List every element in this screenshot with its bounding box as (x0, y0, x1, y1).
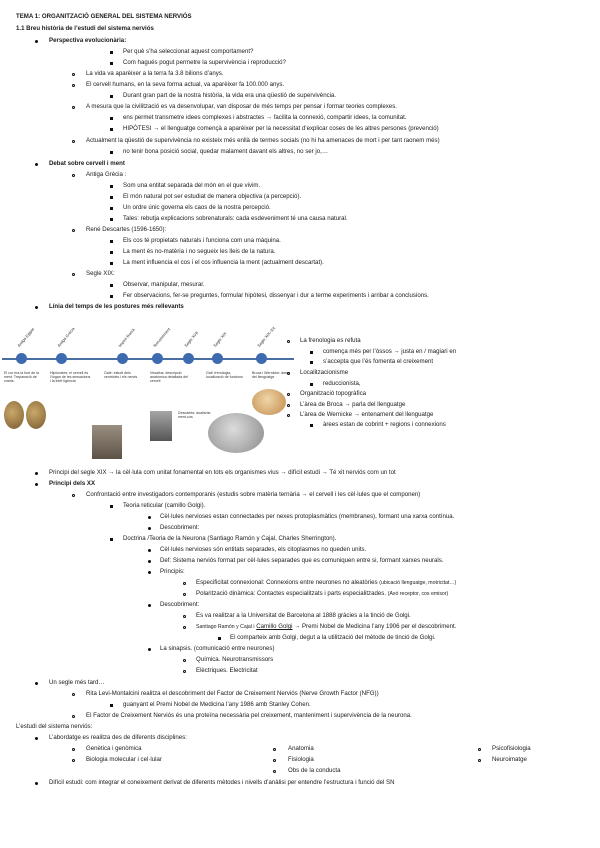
bullet-square-icon (110, 704, 113, 707)
portrait-image (150, 411, 172, 441)
timeline-marker (16, 353, 27, 364)
timeline-marker (152, 353, 163, 364)
bullet-disc-icon (35, 472, 38, 475)
doctrina-dn2: Def: Sistema nerviós format per cèl·lules separades que es comuniquen entre si, formant xarxes neurals. (160, 557, 444, 564)
discipline-item: Biologia molecular i cel·lular (86, 756, 162, 763)
estudi-title: L’estudi del sistema nerviós: (16, 723, 93, 730)
bullet-circle-icon (72, 174, 75, 177)
sinapsi-heading: La sinapsis. (comunicació entre neurones) (160, 645, 275, 652)
discipline-item: Obs de la conducta (288, 767, 341, 774)
bullet-square-icon (110, 117, 113, 120)
segle-title: Un segle més tard… (49, 679, 105, 686)
bullet-disc-icon (35, 682, 38, 685)
perspectiva-title: Perspectiva evolucionària: (49, 37, 127, 44)
estudi-intro: L’abordatge es realitza des de diferents disciplines: (49, 734, 187, 741)
bullet-disc-icon (35, 306, 38, 309)
bullet-disc-icon (148, 604, 151, 607)
descobriment-heading: Descobriment: (160, 601, 200, 608)
timeline-label: Imperi Romà (117, 327, 136, 348)
bullet-disc-icon (35, 782, 38, 785)
timeline-caption: Hipòcrates: el cervell és l’òrgan de les sensacions i la intel·ligència (50, 371, 91, 384)
note-topografica: Organització topogràfica (300, 390, 367, 397)
reticular-r1: Cèl·lules nervioses estan connectades per nexes protoplasmàtics (membranes), formant una xarxa contínua. (160, 513, 455, 520)
bullet-circle-icon (287, 414, 290, 417)
perspectiva-q1: Per què s’ha seleccionat aquest comportament? (123, 48, 254, 55)
confrontacio: Confrontació entre investigadors contemporanis (estudis sobre matèria ternària → el cervell i les cèl·lules que el componen) (86, 491, 421, 498)
bullet-square-icon (110, 284, 113, 287)
bullet-disc-icon (148, 571, 151, 574)
debat-grecia: Antiga Grècia : (86, 171, 127, 178)
bullet-square-icon (110, 95, 113, 98)
bullet-circle-icon (183, 626, 186, 629)
timeline-label: Renaixement (152, 326, 172, 348)
bullet-square-icon (310, 361, 313, 364)
bullet-square-icon (310, 424, 313, 427)
perspectiva-q2: Com hagués pogut permetre la supervivència i reproducció? (123, 59, 286, 66)
sinapsi-quimica: Química. Neurotransmissors (196, 656, 274, 663)
timeline-marker (256, 353, 267, 364)
bullet-square-icon (110, 196, 113, 199)
bullet-circle-icon (72, 229, 75, 232)
discipline-item: Neuroimatge (492, 756, 527, 763)
note-broca: L’àrea de Broca → parla del llenguatge (300, 401, 406, 408)
timeline-label: Segle XIX–XX (256, 325, 277, 348)
bullet-circle-icon (72, 273, 75, 276)
note-localitzacionisme: Localitzacionisme (300, 369, 349, 376)
doctrina-neurona: Doctrina /Teoria de la Neurona (Santiago Ramón y Cajal, Charles Sherrington). (123, 535, 337, 542)
bullet-square-icon (110, 185, 113, 188)
bullet-square-icon (110, 151, 113, 154)
bullet-square-icon (110, 251, 113, 254)
bullet-square-icon (110, 295, 113, 298)
timeline-figure (0, 313, 300, 463)
bullet-disc-icon (35, 483, 38, 486)
discipline-item: Genètica i genòmica (86, 745, 142, 752)
bullet-square-icon (110, 538, 113, 541)
note-arees: àrees estan de cobrint + regions i connexions (323, 421, 446, 428)
timeline-label: Antiga Egipte (16, 326, 36, 348)
timeline-marker (56, 353, 67, 364)
bullet-circle-icon (183, 615, 186, 618)
timeline-caption: El cor era la font de la ment. Trepanació de cranis. (4, 371, 39, 384)
timeline-caption: Galè: estudi dels ventricles i els nervis (104, 371, 138, 380)
perspectiva-ens: ens permet transmetre idees complexes i abstractes → facilita la connexió, compartir idees, la comunitat. (123, 114, 407, 121)
timeline-label: Segle XVII (183, 330, 200, 348)
bullet-circle-icon (287, 404, 290, 407)
bullet-disc-icon (35, 163, 38, 166)
bullet-circle-icon (183, 593, 186, 596)
timeline-caption: Gall: frenologia, localització de funcions (206, 371, 243, 380)
bullet-square-icon (310, 351, 313, 354)
bullet-square-icon (110, 262, 113, 265)
bullet-circle-icon (72, 748, 75, 751)
timeline-label: Segle XIX (212, 331, 228, 348)
bullet-circle-icon (72, 106, 75, 109)
principis-heading: Principis: (160, 568, 185, 575)
bullet-circle-icon (287, 340, 290, 343)
bullet-square-icon (310, 383, 313, 386)
bullet-square-icon (110, 51, 113, 54)
bullet-disc-icon (148, 549, 151, 552)
bullet-circle-icon (287, 393, 290, 396)
timeline-title: Línia del temps de les postures més rellevants (49, 303, 184, 310)
debat-g3: Un ordre únic governa els caos de la nostra percepció. (123, 204, 271, 211)
debat-xix: Segle XIX: (86, 270, 115, 277)
perspectiva-durant: Durant gran part de la nostra història, la vida era una qüestió de supervivència. (123, 92, 337, 99)
brain-image (252, 389, 286, 415)
note-wernicke: L’àrea de Wernicke → entenament del llenguatge (300, 411, 434, 418)
perspectiva-hipotesi: HIPÒTESI → el llenguatge començà a aparèixer per la necessitat d’explicar coses de les altres persones (prevenció) (123, 125, 439, 132)
timeline-marker (212, 353, 223, 364)
sinapsi-electrica: Elèctriques. Electricitat (196, 667, 258, 674)
perspectiva-mesura: A mesura que la civilització es va desenvolupar, van disposar de més temps per pensar i formar teories complexes. (86, 103, 397, 110)
section-heading: 1.1 Breu història de l’estudi del sistema nerviós (16, 25, 154, 32)
bullet-disc-icon (148, 560, 151, 563)
bullet-circle-icon (273, 748, 276, 751)
debat-descartes: René Descartes (1596-1650): (86, 226, 167, 233)
bullet-circle-icon (72, 140, 75, 143)
bullet-square-icon (110, 505, 113, 508)
debat-g2: El món natural pot ser estudiat de manera objectiva (a percepció). (123, 193, 302, 200)
bullet-circle-icon (72, 73, 75, 76)
bullet-circle-icon (183, 670, 186, 673)
bullet-circle-icon (478, 748, 481, 751)
bullet-circle-icon (478, 759, 481, 762)
bullet-circle-icon (72, 84, 75, 87)
timeline-caption: Vesalius: descripció anatòmica detallada del cervell (150, 371, 188, 384)
segle-premi: guanyant el Premi Nobel de Medicina l’any 1986 amb Stanley Cohen. (123, 701, 311, 708)
bullet-circle-icon (183, 659, 186, 662)
segle-factor: El Factor de Creixement Nerviós és una proteïna necessària pel creixement, manteniment i supervivència de la neurona. (86, 712, 412, 719)
bullet-disc-icon (148, 527, 151, 530)
principi-polaritzacio: Polarització dinàmica: Contactes especialitzats i parts especialitzades. (Axó receptor, cos emisor) (196, 590, 449, 597)
discipline-item: Fisiologia (288, 756, 314, 763)
note-frenologia: La frenologia es refuta (300, 337, 361, 344)
estudi-dificil: Difícil estudi: com integrar el coneixement derivat de diferents mètodes i nivells d’anàlisi per entendre l’estructura i funció del SN (49, 779, 395, 786)
debat-d3: La ment influencia el cos i el cos influencia la ment (actualment descartat). (123, 259, 324, 266)
discipline-item: Psicofisiologia (492, 745, 531, 752)
bullet-square-icon (110, 240, 113, 243)
bullet-circle-icon (273, 759, 276, 762)
bullet-disc-icon (148, 648, 151, 651)
bullet-square-icon (110, 128, 113, 131)
brain-image (26, 401, 46, 429)
bullet-circle-icon (273, 770, 276, 773)
page-title: TEMA 1: ORGANITZACIÓ GENERAL DEL SISTEMA NERVIÓS (16, 13, 192, 20)
bullet-circle-icon (72, 759, 75, 762)
bullet-circle-icon (72, 693, 75, 696)
bullet-square-icon (110, 62, 113, 65)
debat-d2: La ment és no-matèria i no segueix les lleis de la natura. (123, 248, 276, 255)
descobriment-de3: El comparteix amb Golgi, degut a la utilització del mètode de tinció de Golgi. (230, 634, 436, 641)
perspectiva-vida: La vida va aparèixer a la terra fa 3.8 bilions d’anys. (86, 70, 224, 77)
note-reduccionista: reduccionista, (323, 380, 361, 387)
timeline-label: Antiga Grècia (56, 326, 76, 348)
debat-x2: Fer observacions, fer-se preguntes, formular hipòtesi, dissenyar i dur a terme experiments i arribar a conclusions. (123, 292, 429, 299)
debat-title: Debat sobre cervell i ment (49, 160, 125, 167)
debat-x1: Observar, manipular, mesurar. (123, 281, 205, 288)
bullet-disc-icon (35, 737, 38, 740)
principi-especificitat: Especificitat connexional: Connexions entre neurones no aleatòries (ubicació llenguatge, motricitat…) (196, 579, 457, 586)
discipline-item: Anatomia (288, 745, 314, 752)
timeline-marker (117, 353, 128, 364)
note-frenologia-a: comença més per l’òssos → justa en / magiari en (323, 348, 457, 355)
perspectiva-actualment: Actualment la qüestió de supervivència no existeix més enllà de termes socials (no hi ha amenaces de mort i per tant raonem més) (86, 137, 440, 144)
debat-g1: Som una entitat separada del món en el que vivim. (123, 182, 261, 189)
portrait-image (92, 425, 122, 459)
bullet-circle-icon (287, 372, 290, 375)
timeline-caption: Descartes: dualisme ment-cos (178, 411, 211, 420)
teoria-reticular: Teoria reticular (camillo Golgi). (123, 502, 206, 509)
doctrina-dn1: Cèl·lules nervioses són entitats separades, els citoplasmes no queden units. (160, 546, 367, 553)
note-frenologia-b: s’accepta que l’és fomenta el creixement (323, 358, 434, 365)
bullet-square-icon (110, 218, 113, 221)
timeline-marker (183, 353, 194, 364)
bullet-square-icon (110, 207, 113, 210)
reticular-r2: Descobriment: (160, 524, 200, 531)
principi-xx: Principi dels XX (49, 480, 96, 487)
bullet-square-icon (218, 637, 221, 640)
perspectiva-cervell: El cervell humans, en la seva forma actual, va aparèixer fa 100.000 anys. (86, 81, 285, 88)
brain-image (208, 413, 264, 453)
perspectiva-notenir: no tenir bona posició social, quedar malament davant els altres, no ser jo,… (123, 148, 328, 155)
bullet-circle-icon (183, 582, 186, 585)
descobriment-de1: Es va realitzar a la Universitat de Barcelona al 1888 gràcies a la tinció de Golgi. (196, 612, 411, 619)
segle-rita: Rita Levi-Montalcini realitza el descobriment del Factor de Creixement Nerviós (Nerve Growth Factor (NFG)) (86, 690, 379, 697)
bullet-circle-icon (72, 494, 75, 497)
bullet-disc-icon (35, 40, 38, 43)
bullet-disc-icon (148, 516, 151, 519)
descobriment-de2: Santiago Ramón y Cajal i Camillo Golgi → Premi Nobel de Medicina l’any 1906 per el descobriment. (196, 623, 457, 630)
brain-image (4, 401, 24, 429)
timeline-caption: Broca i Wernicke: àrees del llenguatge (252, 371, 291, 380)
debat-g4: Tales: rebutja explicacions sobrenaturals: cada esdeveniment té una causa natural. (123, 215, 348, 222)
bullet-circle-icon (72, 715, 75, 718)
debat-d1: Els cos té propietats naturals i funciona com una màquina. (123, 237, 281, 244)
principi-segle-xix: Principi del segle XIX → la cèl·lula com unitat fonamental en tots els organismes vius → difícil estudi → Té xit nerviós com un tot (49, 469, 396, 476)
